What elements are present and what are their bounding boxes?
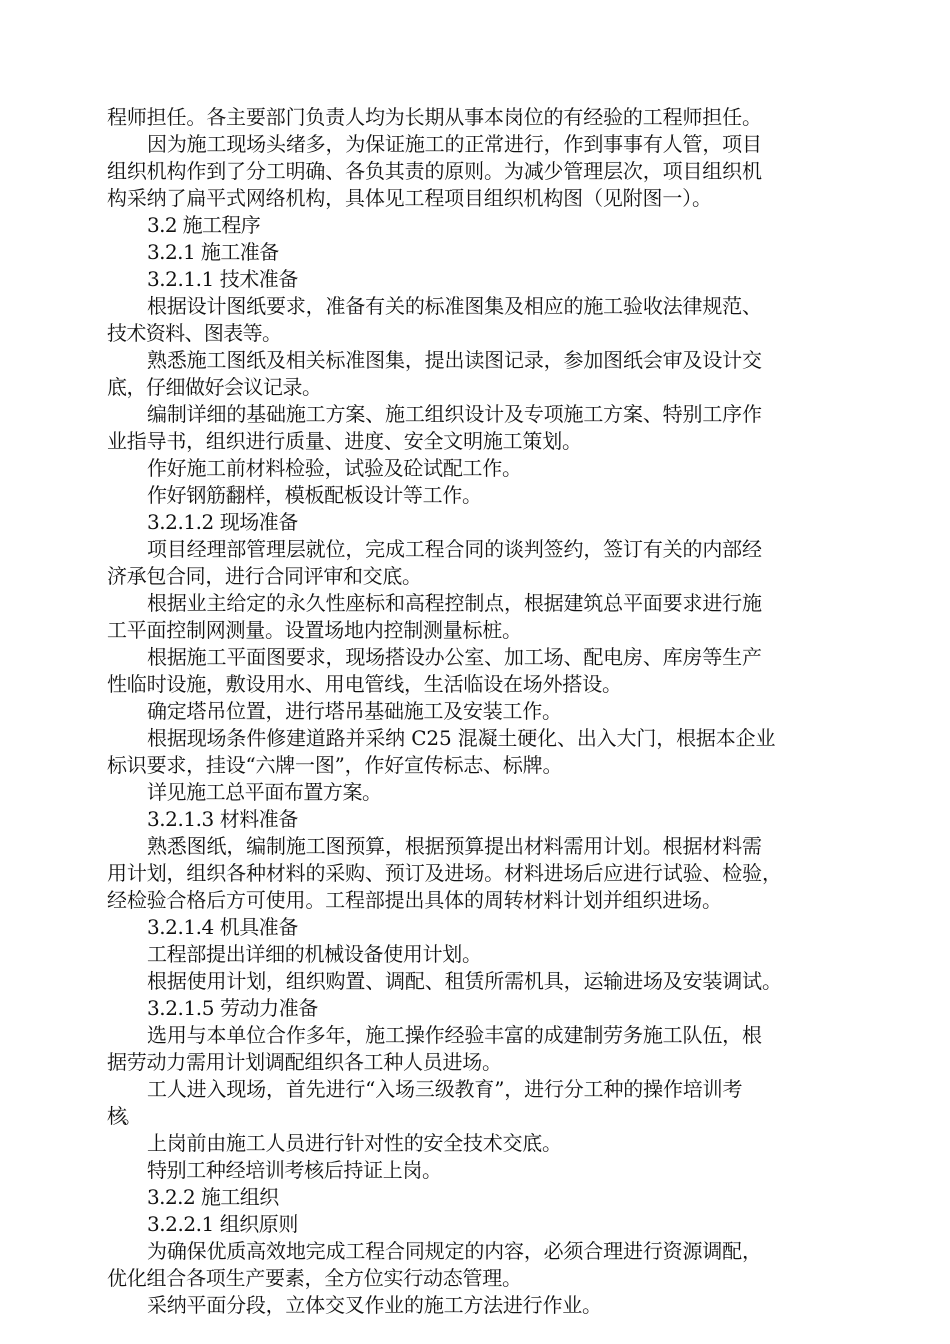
- text-line: 3.2.1.3 材料准备: [147, 807, 298, 831]
- text-line: 3.2.1.2 现场准备: [147, 510, 298, 534]
- text-line: 作好施工前材料检验，试验及砼试配工作。: [147, 456, 522, 480]
- text-line: 技术资料、图表等。: [107, 321, 282, 345]
- document-page: [107, 104, 857, 1319]
- text-line: 核。: [107, 1104, 137, 1128]
- text-line: 用计划，组织各种材料的采购、预订及进场。材料进场后应进行试验、检验，: [107, 861, 782, 885]
- text-line: 根据使用计划，组织购置、调配、租赁所需机具，运输进场及安装调试。: [147, 969, 782, 993]
- text-line: 项目经理部管理层就位，完成工程合同的谈判签约，签订有关的内部经: [147, 537, 762, 561]
- text-line: 确定塔吊位置，进行塔吊基础施工及安装工作。: [147, 699, 562, 723]
- text-line: 详见施工总平面布置方案。: [147, 780, 382, 804]
- text-line: 因为施工现场头绪多，为保证施工的正常进行，作到事事有人管，项目: [147, 132, 762, 156]
- text-line: 3.2.1.4 机具准备: [147, 915, 298, 939]
- text-line: 采纳平面分段，立体交叉作业的施工方法进行作业。: [147, 1293, 602, 1317]
- text-line: 组织机构作到了分工明确、各负其责的原则。为减少管理层次，项目组织机: [107, 159, 762, 183]
- text-line: 编制详细的基础施工方案、施工组织设计及专项施工方案、特别工序作: [147, 402, 762, 426]
- text-line: 标识要求，挂设“六牌一图”，作好宣传标志、标牌。: [107, 753, 563, 777]
- text-line: 工人进入现场，首先进行“入场三级教育”，进行分工种的操作培训考: [147, 1077, 743, 1101]
- text-line: 熟悉施工图纸及相关标准图集，提出读图记录，参加图纸会审及设计交: [147, 348, 762, 372]
- text-line: 程师担任。各主要部门负责人均为长期从事本岗位的有经验的工程师担任。: [107, 105, 762, 129]
- text-line: 据劳动力需用计划调配组织各工种人员进场。: [107, 1050, 502, 1074]
- text-line: 业指导书，组织进行质量、进度、安全文明施工策划。: [107, 429, 582, 453]
- text-line: 根据现场条件修建道路并采纳 C25 混凝土硬化、出入大门，根据本企业: [147, 726, 776, 750]
- text-line: 济承包合同，进行合同评审和交底。: [107, 564, 422, 588]
- text-line: 根据业主给定的永久性座标和高程控制点，根据建筑总平面要求进行施: [147, 591, 762, 615]
- text-line: 经检验合格后方可使用。工程部提出具体的周转材料计划并组织进场。: [107, 888, 722, 912]
- text-line: 选用与本单位合作多年，施工操作经验丰富的成建制劳务施工队伍，根: [147, 1023, 762, 1047]
- text-line: 性临时设施，敷设用水、用电管线，生活临设在场外搭设。: [107, 672, 622, 696]
- text-line: 工平面控制网测量。设置场地内控制测量标桩。: [107, 618, 522, 642]
- text-line: 3.2.2 施工组织: [147, 1185, 279, 1209]
- text-line: 3.2.1 施工准备: [147, 240, 279, 264]
- text-line: 根据施工平面图要求，现场搭设办公室、加工场、配电房、库房等生产: [147, 645, 762, 669]
- text-line: 特别工种经培训考核后持证上岗。: [147, 1158, 442, 1182]
- text-line: 3.2.1.1 技术准备: [147, 267, 298, 291]
- text-line: 底，仔细做好会议记录。: [107, 375, 322, 399]
- text-line: 优化组合各项生产要素，全方位实行动态管理。: [107, 1266, 522, 1290]
- text-line: 3.2 施工程序: [147, 213, 261, 237]
- text-line: 工程部提出详细的机械设备使用计划。: [147, 942, 482, 966]
- text-line: 根据设计图纸要求，准备有关的标准图集及相应的施工验收法律规范、: [147, 294, 762, 318]
- text-line: 构采纳了扁平式网络机构，具体见工程项目组织机构图（见附图一）。: [107, 186, 712, 210]
- text-line: 3.2.2.1 组织原则: [147, 1212, 298, 1236]
- text-line: 熟悉图纸，编制施工图预算，根据预算提出材料需用计划。根据材料需: [147, 834, 762, 858]
- text-line: 3.2.1.5 劳动力准备: [147, 996, 318, 1020]
- text-line: 作好钢筋翻样，模板配板设计等工作。: [147, 483, 482, 507]
- text-line: 为确保优质高效地完成工程合同规定的内容，必须合理进行资源调配，: [147, 1239, 762, 1263]
- text-line: 上岗前由施工人员进行针对性的安全技术交底。: [147, 1131, 562, 1155]
